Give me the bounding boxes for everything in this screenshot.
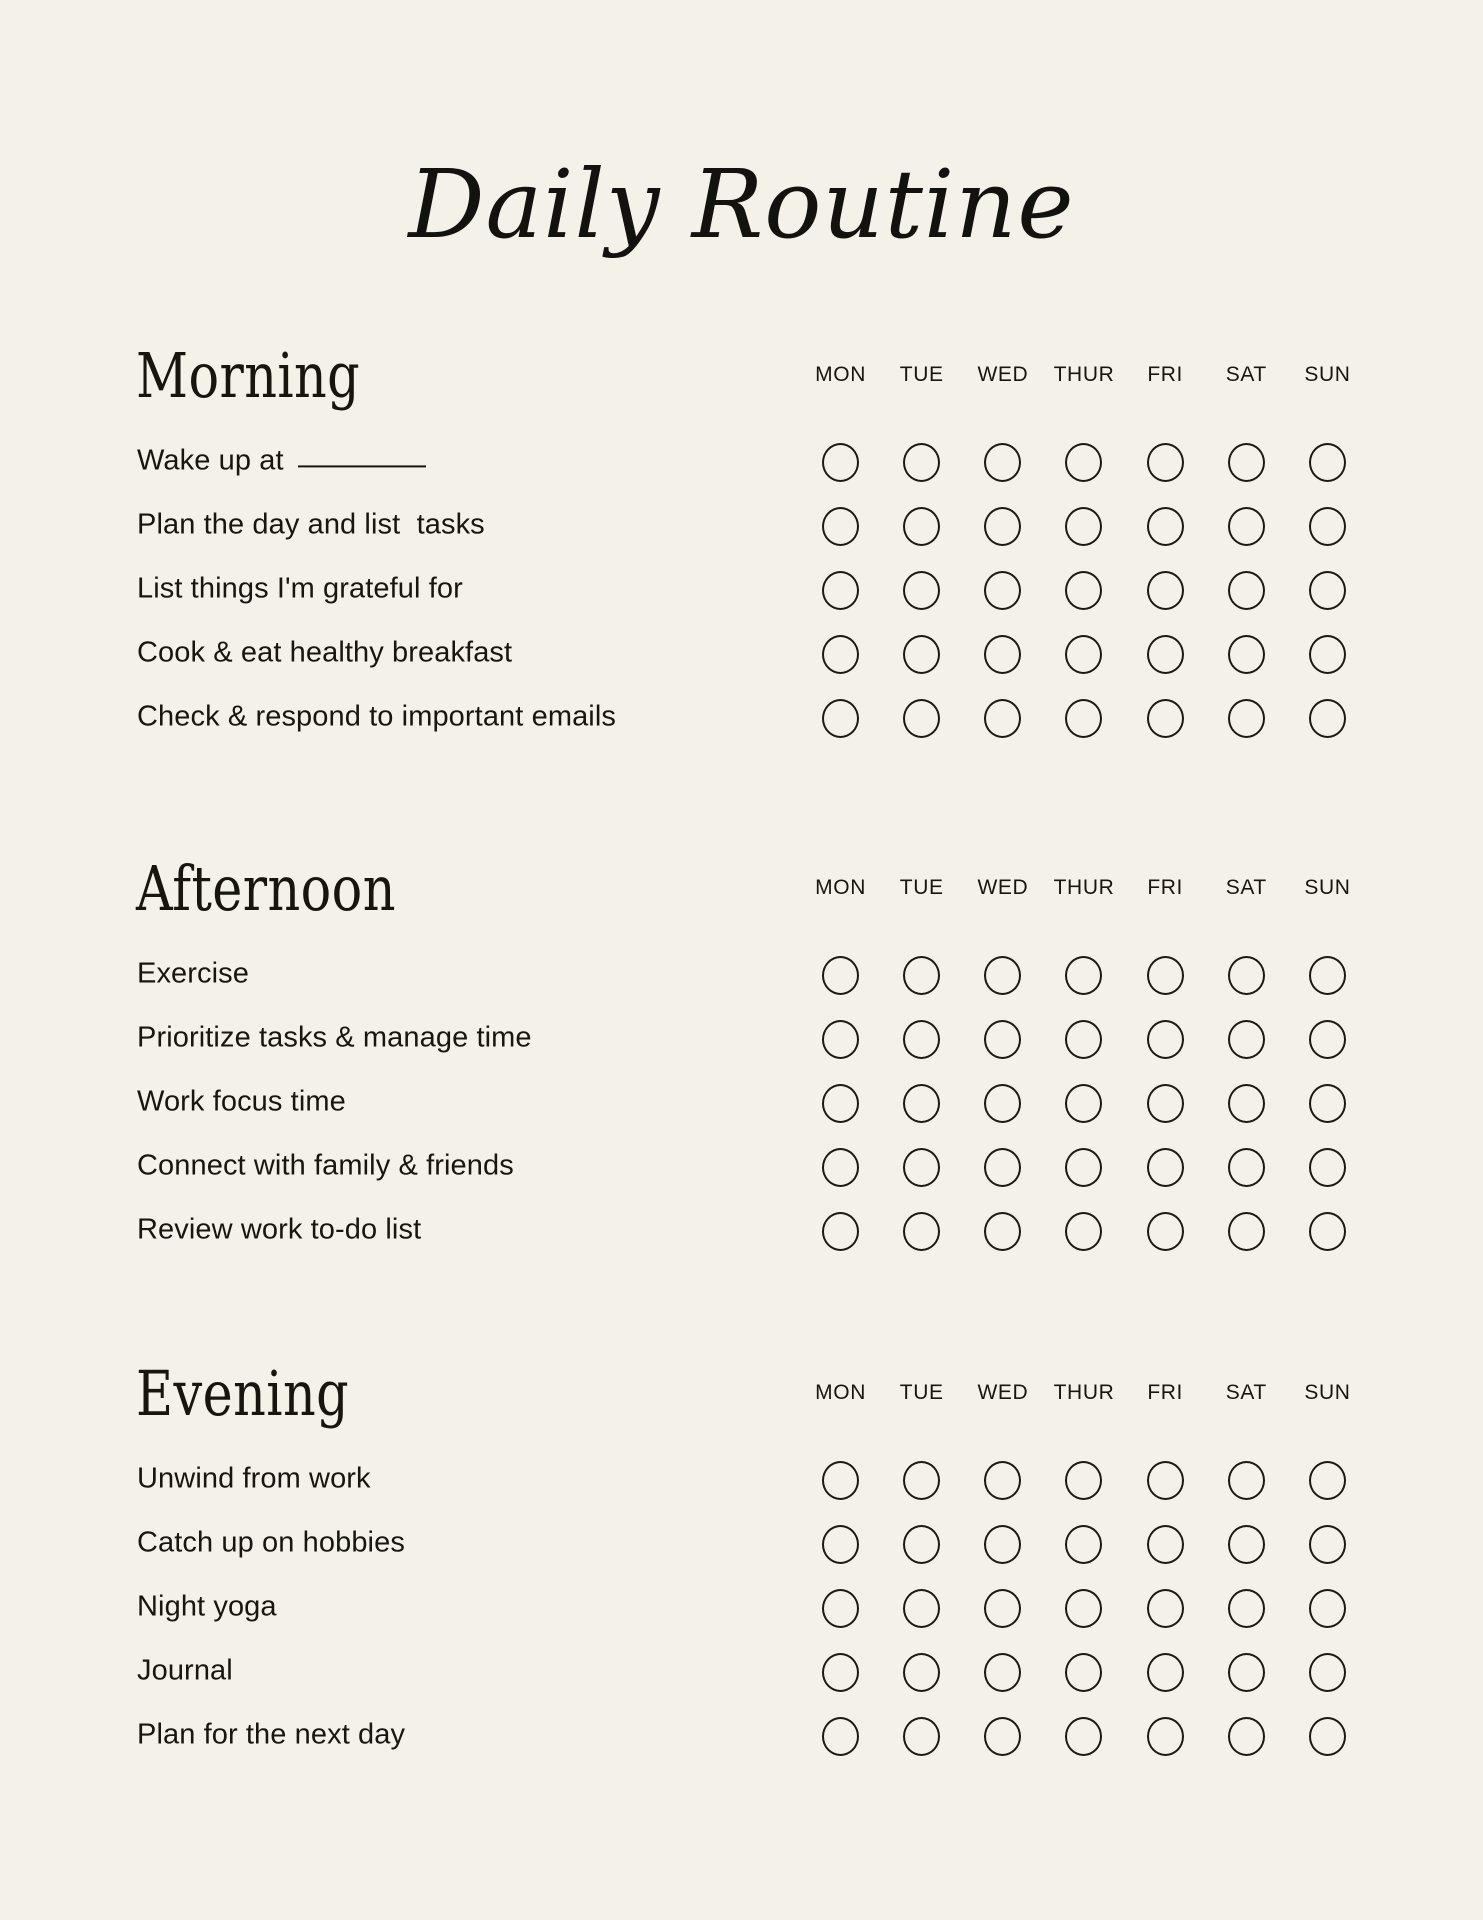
checkbox-circle-icon[interactable]	[1228, 1717, 1265, 1756]
checkbox-circle-icon[interactable]	[822, 1717, 859, 1756]
checkbox-circle-icon[interactable]	[822, 1461, 859, 1500]
checkbox-cell-tue[interactable]	[881, 635, 962, 674]
checkbox-circle-icon[interactable]	[1228, 443, 1265, 482]
checkbox-cell-sun[interactable]	[1287, 1461, 1368, 1500]
checkbox-circle-icon[interactable]	[822, 699, 859, 738]
checkbox-circle-icon[interactable]	[1228, 1653, 1265, 1692]
checkbox-cell-mon[interactable]	[800, 1717, 881, 1756]
checkbox-cell-mon[interactable]	[800, 1525, 881, 1564]
day-label-tue: TUE	[899, 1381, 944, 1404]
task-row	[0, 1071, 1483, 1135]
task-row	[0, 1512, 1483, 1576]
checkbox-circle-icon[interactable]	[984, 1020, 1021, 1059]
checkbox-cell-sun[interactable]	[1287, 1653, 1368, 1692]
checkbox-circle-icon[interactable]	[822, 956, 859, 995]
checkbox-group	[800, 1007, 1368, 1071]
checkbox-cell-mon[interactable]	[800, 1148, 881, 1187]
checkbox-cell-wed[interactable]	[962, 1589, 1043, 1628]
checkbox-circle-icon[interactable]	[1228, 956, 1265, 995]
checkbox-circle-icon[interactable]	[1309, 956, 1346, 995]
checkbox-cell-sat[interactable]	[1206, 1461, 1287, 1500]
checkbox-cell-thur[interactable]	[1043, 1148, 1124, 1187]
checkbox-cell-tue[interactable]	[881, 699, 962, 738]
checkbox-cell-mon[interactable]	[800, 507, 881, 546]
checkbox-circle-icon[interactable]	[1065, 956, 1102, 995]
checkbox-circle-icon[interactable]	[903, 1461, 940, 1500]
page-title: Daily Routine	[408, 149, 1075, 260]
checkbox-cell-tue[interactable]	[881, 507, 962, 546]
checkbox-group	[800, 686, 1368, 750]
checkbox-circle-icon[interactable]	[1147, 1020, 1184, 1059]
checkbox-cell-sat[interactable]	[1206, 507, 1287, 546]
checkbox-cell-tue[interactable]	[881, 956, 962, 995]
task-label: List things I'm grateful for	[137, 572, 463, 605]
checkbox-cell-sun[interactable]	[1287, 507, 1368, 546]
checkbox-cell-fri[interactable]	[1125, 1020, 1206, 1059]
checkbox-circle-icon[interactable]	[1065, 1461, 1102, 1500]
checkbox-circle-icon[interactable]	[1228, 1589, 1265, 1628]
checkbox-circle-icon[interactable]	[903, 507, 940, 546]
checkbox-group	[800, 1576, 1368, 1640]
checkbox-circle-icon[interactable]	[903, 1212, 940, 1251]
checkbox-cell-sun[interactable]	[1287, 571, 1368, 610]
checkbox-cell-tue[interactable]	[881, 571, 962, 610]
checkbox-circle-icon[interactable]	[1309, 1653, 1346, 1692]
day-header-row-afternoon	[800, 876, 1368, 900]
checkbox-circle-icon[interactable]	[1309, 635, 1346, 674]
task-label: Wake up at	[137, 445, 426, 477]
checkbox-circle-icon[interactable]	[903, 699, 940, 738]
checkbox-circle-icon[interactable]	[1147, 1461, 1184, 1500]
task-label: Work focus time	[137, 1085, 346, 1118]
checkbox-cell-tue[interactable]	[881, 1020, 962, 1059]
checkbox-cell-thur[interactable]	[1043, 1589, 1124, 1628]
task-label: Cook & eat healthy breakfast	[137, 636, 513, 669]
checkbox-cell-thur[interactable]	[1043, 1653, 1124, 1692]
checkbox-cell-sat[interactable]	[1206, 1525, 1287, 1564]
checkbox-cell-sat[interactable]	[1206, 1653, 1287, 1692]
task-label: Plan the day and list tasks	[137, 508, 485, 541]
task-row	[0, 622, 1483, 686]
checkbox-circle-icon[interactable]	[1309, 1148, 1346, 1187]
task-row	[0, 943, 1483, 1007]
checkbox-group	[800, 1448, 1368, 1512]
checkbox-circle-icon[interactable]	[1228, 1148, 1265, 1187]
day-label-sun: SUN	[1304, 363, 1351, 386]
checkbox-circle-icon[interactable]	[1309, 1461, 1346, 1500]
checkbox-circle-icon[interactable]	[1065, 1148, 1102, 1187]
checkbox-cell-fri[interactable]	[1125, 1653, 1206, 1692]
day-label-tue: TUE	[899, 363, 944, 386]
checkbox-cell-wed[interactable]	[962, 1525, 1043, 1564]
checkbox-circle-icon[interactable]	[1147, 1212, 1184, 1251]
checkbox-cell-sat[interactable]	[1206, 1084, 1287, 1123]
checkbox-circle-icon[interactable]	[1309, 571, 1346, 610]
checkbox-circle-icon[interactable]	[984, 1589, 1021, 1628]
task-label: Review work to-do list	[137, 1213, 422, 1246]
checkbox-cell-mon[interactable]	[800, 571, 881, 610]
checkbox-circle-icon[interactable]	[1147, 507, 1184, 546]
checkbox-cell-mon[interactable]	[800, 1461, 881, 1500]
day-label-sat: SAT	[1225, 876, 1267, 899]
checkbox-circle-icon[interactable]	[1228, 1020, 1265, 1059]
checkbox-circle-icon[interactable]	[1309, 507, 1346, 546]
checkbox-circle-icon[interactable]	[1065, 571, 1102, 610]
checkbox-cell-mon[interactable]	[800, 1589, 881, 1628]
task-row	[0, 686, 1483, 750]
checkbox-cell-wed[interactable]	[962, 443, 1043, 482]
checkbox-cell-tue[interactable]	[881, 1461, 962, 1500]
checkbox-circle-icon[interactable]	[1065, 699, 1102, 738]
day-label-mon: MON	[815, 876, 866, 899]
checkbox-cell-wed[interactable]	[962, 507, 1043, 546]
task-label: Connect with family & friends	[137, 1149, 514, 1182]
checkbox-cell-tue[interactable]	[881, 1212, 962, 1251]
checkbox-circle-icon[interactable]	[1309, 1525, 1346, 1564]
checkbox-cell-thur[interactable]	[1043, 1717, 1124, 1756]
task-row	[0, 494, 1483, 558]
checkbox-circle-icon[interactable]	[903, 1717, 940, 1756]
day-label-wed: WED	[977, 876, 1029, 899]
task-row	[0, 1199, 1483, 1263]
checkbox-cell-sun[interactable]	[1287, 1525, 1368, 1564]
checkbox-cell-sat[interactable]	[1206, 443, 1287, 482]
checkbox-circle-icon[interactable]	[822, 1020, 859, 1059]
task-row	[0, 1576, 1483, 1640]
checkbox-cell-tue[interactable]	[881, 1084, 962, 1123]
checkbox-circle-icon[interactable]	[903, 443, 940, 482]
checkbox-cell-mon[interactable]	[800, 1653, 881, 1692]
checkbox-circle-icon[interactable]	[822, 1589, 859, 1628]
checkbox-circle-icon[interactable]	[1147, 956, 1184, 995]
day-label-mon: MON	[815, 363, 866, 386]
checkbox-circle-icon[interactable]	[1147, 443, 1184, 482]
task-row	[0, 1448, 1483, 1512]
checkbox-cell-thur[interactable]	[1043, 443, 1124, 482]
checkbox-circle-icon[interactable]	[1228, 1084, 1265, 1123]
checkbox-cell-sat[interactable]	[1206, 699, 1287, 738]
task-label: Catch up on hobbies	[137, 1526, 405, 1559]
checkbox-cell-mon[interactable]	[800, 1212, 881, 1251]
day-label-sun: SUN	[1304, 876, 1351, 899]
checkbox-cell-fri[interactable]	[1125, 443, 1206, 482]
checkbox-cell-sat[interactable]	[1206, 571, 1287, 610]
checkbox-circle-icon[interactable]	[1147, 699, 1184, 738]
checkbox-cell-fri[interactable]	[1125, 1589, 1206, 1628]
checkbox-circle-icon[interactable]	[1147, 1084, 1184, 1123]
checkbox-group	[800, 1704, 1368, 1768]
checkbox-cell-wed[interactable]	[962, 635, 1043, 674]
checkbox-cell-fri[interactable]	[1125, 1084, 1206, 1123]
task-rows-morning	[0, 430, 1483, 750]
checkbox-group	[800, 943, 1368, 1007]
checkbox-circle-icon[interactable]	[984, 571, 1021, 610]
checkbox-circle-icon[interactable]	[1065, 1525, 1102, 1564]
task-rows-evening	[0, 1448, 1483, 1768]
checkbox-cell-mon[interactable]	[800, 443, 881, 482]
day-label-tue: TUE	[899, 876, 944, 899]
checkbox-cell-sat[interactable]	[1206, 635, 1287, 674]
checkbox-cell-sat[interactable]	[1206, 1589, 1287, 1628]
checkbox-cell-sat[interactable]	[1206, 956, 1287, 995]
task-row	[0, 1640, 1483, 1704]
checkbox-cell-wed[interactable]	[962, 1653, 1043, 1692]
checkbox-circle-icon[interactable]	[1228, 507, 1265, 546]
checkbox-cell-wed[interactable]	[962, 1084, 1043, 1123]
checkbox-circle-icon[interactable]	[822, 1653, 859, 1692]
checkbox-circle-icon[interactable]	[903, 1525, 940, 1564]
checkbox-circle-icon[interactable]	[1147, 571, 1184, 610]
checkbox-circle-icon[interactable]	[984, 1525, 1021, 1564]
day-header-row-evening	[800, 1381, 1368, 1405]
checkbox-group	[800, 430, 1368, 494]
checkbox-circle-icon[interactable]	[903, 635, 940, 674]
checkbox-cell-thur[interactable]	[1043, 507, 1124, 546]
checkbox-cell-sun[interactable]	[1287, 1589, 1368, 1628]
checkbox-circle-icon[interactable]	[903, 571, 940, 610]
checkbox-circle-icon[interactable]	[1065, 1653, 1102, 1692]
checkbox-cell-wed[interactable]	[962, 1020, 1043, 1059]
day-label-sat: SAT	[1225, 1381, 1267, 1404]
checkbox-cell-tue[interactable]	[881, 1148, 962, 1187]
section-heading-evening: Evening	[136, 1357, 350, 1430]
checkbox-cell-tue[interactable]	[881, 1589, 962, 1628]
task-label: Exercise	[137, 957, 249, 990]
checkbox-cell-sun[interactable]	[1287, 635, 1368, 674]
checkbox-circle-icon[interactable]	[822, 1212, 859, 1251]
checkbox-circle-icon[interactable]	[1309, 699, 1346, 738]
checkbox-circle-icon[interactable]	[984, 1461, 1021, 1500]
fill-in-blank[interactable]	[298, 465, 426, 467]
checkbox-cell-wed[interactable]	[962, 956, 1043, 995]
checkbox-cell-thur[interactable]	[1043, 1461, 1124, 1500]
task-label: Check & respond to important emails	[137, 700, 616, 733]
checkbox-cell-fri[interactable]	[1125, 1525, 1206, 1564]
checkbox-circle-icon[interactable]	[822, 507, 859, 546]
checkbox-cell-thur[interactable]	[1043, 1020, 1124, 1059]
checkbox-cell-sun[interactable]	[1287, 443, 1368, 482]
checkbox-cell-fri[interactable]	[1125, 699, 1206, 738]
checkbox-circle-icon[interactable]	[822, 635, 859, 674]
checkbox-cell-thur[interactable]	[1043, 1525, 1124, 1564]
checkbox-cell-wed[interactable]	[962, 1212, 1043, 1251]
day-label-fri: FRI	[1147, 876, 1183, 899]
checkbox-circle-icon[interactable]	[1228, 635, 1265, 674]
checkbox-circle-icon[interactable]	[1147, 1148, 1184, 1187]
checkbox-group	[800, 1512, 1368, 1576]
checkbox-cell-sat[interactable]	[1206, 1212, 1287, 1251]
checkbox-circle-icon[interactable]	[1228, 571, 1265, 610]
checkbox-circle-icon[interactable]	[822, 1084, 859, 1123]
checkbox-circle-icon[interactable]	[1065, 1589, 1102, 1628]
task-row	[0, 1007, 1483, 1071]
checkbox-circle-icon[interactable]	[1065, 635, 1102, 674]
checkbox-circle-icon[interactable]	[984, 443, 1021, 482]
checkbox-cell-sun[interactable]	[1287, 956, 1368, 995]
task-label: Journal	[137, 1654, 233, 1687]
checkbox-circle-icon[interactable]	[1065, 1717, 1102, 1756]
checkbox-cell-mon[interactable]	[800, 699, 881, 738]
checkbox-cell-sun[interactable]	[1287, 1212, 1368, 1251]
task-label: Prioritize tasks & manage time	[137, 1021, 532, 1054]
checkbox-circle-icon[interactable]	[1228, 1525, 1265, 1564]
checkbox-circle-icon[interactable]	[822, 1525, 859, 1564]
checkbox-cell-sun[interactable]	[1287, 1020, 1368, 1059]
checkbox-cell-tue[interactable]	[881, 1653, 962, 1692]
checkbox-cell-thur[interactable]	[1043, 956, 1124, 995]
checkbox-cell-sat[interactable]	[1206, 1717, 1287, 1756]
checkbox-circle-icon[interactable]	[1228, 699, 1265, 738]
checkbox-circle-icon[interactable]	[903, 1653, 940, 1692]
checkbox-circle-icon[interactable]	[984, 635, 1021, 674]
checkbox-group	[800, 1640, 1368, 1704]
checkbox-circle-icon[interactable]	[984, 1148, 1021, 1187]
checkbox-circle-icon[interactable]	[984, 1212, 1021, 1251]
day-label-sat: SAT	[1225, 363, 1267, 386]
checkbox-cell-sun[interactable]	[1287, 699, 1368, 738]
checkbox-group	[800, 558, 1368, 622]
checkbox-cell-tue[interactable]	[881, 1525, 962, 1564]
checkbox-circle-icon[interactable]	[984, 507, 1021, 546]
checkbox-circle-icon[interactable]	[984, 1717, 1021, 1756]
checkbox-circle-icon[interactable]	[984, 1653, 1021, 1692]
checkbox-circle-icon[interactable]	[822, 1148, 859, 1187]
checkbox-cell-wed[interactable]	[962, 1717, 1043, 1756]
section-heading-morning: Morning	[136, 339, 361, 412]
task-row	[0, 430, 1483, 494]
checkbox-circle-icon[interactable]	[1309, 1717, 1346, 1756]
checkbox-cell-wed[interactable]	[962, 571, 1043, 610]
checkbox-cell-fri[interactable]	[1125, 1461, 1206, 1500]
checkbox-circle-icon[interactable]	[1147, 1525, 1184, 1564]
checkbox-cell-sun[interactable]	[1287, 1717, 1368, 1756]
day-label-sun: SUN	[1304, 1381, 1351, 1404]
checkbox-cell-mon[interactable]	[800, 956, 881, 995]
checkbox-cell-mon[interactable]	[800, 635, 881, 674]
checkbox-cell-thur[interactable]	[1043, 1212, 1124, 1251]
checkbox-circle-icon[interactable]	[903, 1589, 940, 1628]
checkbox-circle-icon[interactable]	[903, 956, 940, 995]
checkbox-circle-icon[interactable]	[1147, 1589, 1184, 1628]
checkbox-cell-sun[interactable]	[1287, 1148, 1368, 1187]
checkbox-cell-tue[interactable]	[881, 443, 962, 482]
checkbox-circle-icon[interactable]	[1147, 1717, 1184, 1756]
checkbox-cell-sat[interactable]	[1206, 1020, 1287, 1059]
day-label-fri: FRI	[1147, 1381, 1183, 1404]
day-header-row-morning	[800, 363, 1368, 387]
checkbox-cell-fri[interactable]	[1125, 1717, 1206, 1756]
checkbox-circle-icon[interactable]	[984, 699, 1021, 738]
checkbox-circle-icon[interactable]	[1065, 1084, 1102, 1123]
checkbox-cell-fri[interactable]	[1125, 571, 1206, 610]
day-label-wed: WED	[977, 363, 1029, 386]
checkbox-cell-thur[interactable]	[1043, 635, 1124, 674]
checkbox-cell-fri[interactable]	[1125, 956, 1206, 995]
task-label: Night yoga	[137, 1590, 277, 1623]
checkbox-circle-icon[interactable]	[822, 571, 859, 610]
checkbox-cell-fri[interactable]	[1125, 1212, 1206, 1251]
checkbox-circle-icon[interactable]	[1065, 1212, 1102, 1251]
checkbox-cell-fri[interactable]	[1125, 507, 1206, 546]
checkbox-circle-icon[interactable]	[984, 956, 1021, 995]
checkbox-cell-tue[interactable]	[881, 1717, 962, 1756]
checkbox-cell-mon[interactable]	[800, 1084, 881, 1123]
checkbox-cell-thur[interactable]	[1043, 1084, 1124, 1123]
task-rows-afternoon	[0, 943, 1483, 1263]
day-label-thur: THUR	[1053, 1381, 1115, 1404]
checkbox-group	[800, 1135, 1368, 1199]
checkbox-circle-icon[interactable]	[1147, 635, 1184, 674]
checkbox-group	[800, 494, 1368, 558]
task-label: Unwind from work	[137, 1462, 371, 1495]
checkbox-circle-icon[interactable]	[1065, 443, 1102, 482]
day-label-wed: WED	[977, 1381, 1029, 1404]
day-label-thur: THUR	[1053, 876, 1115, 899]
checkbox-circle-icon[interactable]	[1147, 1653, 1184, 1692]
checkbox-cell-fri[interactable]	[1125, 1148, 1206, 1187]
checkbox-cell-fri[interactable]	[1125, 635, 1206, 674]
checkbox-circle-icon[interactable]	[1309, 443, 1346, 482]
checkbox-circle-icon[interactable]	[1228, 1212, 1265, 1251]
checkbox-group	[800, 1071, 1368, 1135]
checkbox-group	[800, 622, 1368, 686]
checkbox-circle-icon[interactable]	[1065, 1020, 1102, 1059]
checkbox-circle-icon[interactable]	[822, 443, 859, 482]
checkbox-cell-wed[interactable]	[962, 1461, 1043, 1500]
checkbox-cell-thur[interactable]	[1043, 571, 1124, 610]
checkbox-circle-icon[interactable]	[903, 1020, 940, 1059]
task-row	[0, 558, 1483, 622]
checkbox-circle-icon[interactable]	[1065, 507, 1102, 546]
task-row	[0, 1704, 1483, 1768]
day-label-mon: MON	[815, 1381, 866, 1404]
section-heading-afternoon: Afternoon	[136, 852, 396, 925]
task-label: Plan for the next day	[137, 1718, 406, 1751]
checkbox-circle-icon[interactable]	[1309, 1084, 1346, 1123]
checkbox-circle-icon[interactable]	[1228, 1461, 1265, 1500]
checkbox-cell-thur[interactable]	[1043, 699, 1124, 738]
checkbox-cell-wed[interactable]	[962, 699, 1043, 738]
checkbox-group	[800, 1199, 1368, 1263]
checkbox-cell-sat[interactable]	[1206, 1148, 1287, 1187]
day-label-fri: FRI	[1147, 363, 1183, 386]
checkbox-circle-icon[interactable]	[984, 1084, 1021, 1123]
checkbox-circle-icon[interactable]	[1309, 1212, 1346, 1251]
checkbox-circle-icon[interactable]	[903, 1148, 940, 1187]
checkbox-cell-mon[interactable]	[800, 1020, 881, 1059]
checkbox-cell-sun[interactable]	[1287, 1084, 1368, 1123]
checkbox-cell-wed[interactable]	[962, 1148, 1043, 1187]
task-row	[0, 1135, 1483, 1199]
checkbox-circle-icon[interactable]	[1309, 1020, 1346, 1059]
day-label-thur: THUR	[1053, 363, 1115, 386]
checkbox-circle-icon[interactable]	[1309, 1589, 1346, 1628]
checkbox-circle-icon[interactable]	[903, 1084, 940, 1123]
